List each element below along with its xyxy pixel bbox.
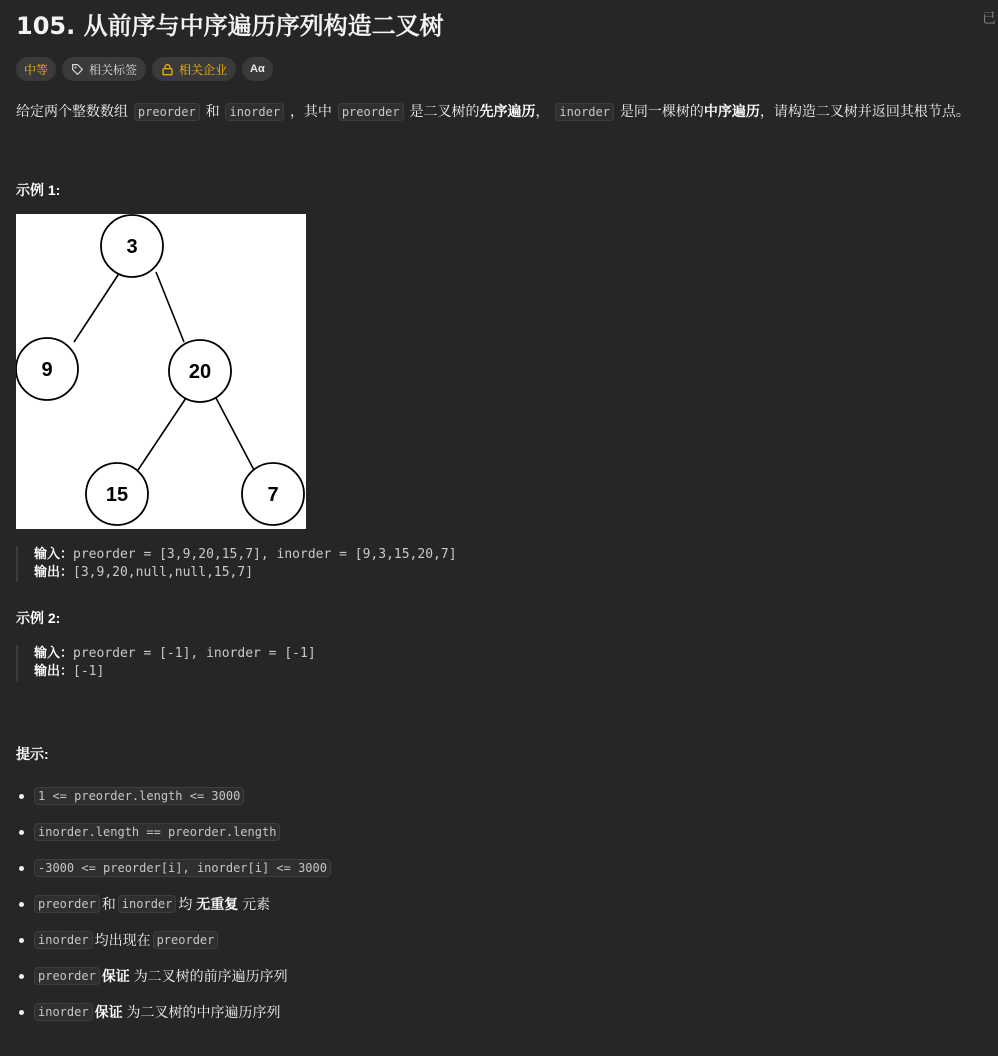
example-1-input-line xyxy=(34,546,457,564)
binary-tree-diagram xyxy=(16,214,306,529)
bold-inorder-traversal: 中序遍历 xyxy=(703,103,760,119)
hint-item xyxy=(16,850,333,886)
tag-row xyxy=(16,57,273,81)
desc-text: 是同一棵树的 xyxy=(619,103,704,119)
code-inorder: inorder xyxy=(555,103,614,121)
hint-code: inorder xyxy=(34,1003,93,1021)
desc-text: 是二叉树的 xyxy=(409,103,480,119)
input-value: preorder = [3,9,20,15,7], inorder = [9,3,15,20,7] xyxy=(73,547,457,562)
input-value: preorder = [-1], inorder = [-1] xyxy=(73,646,316,661)
tree-node-label: 3 xyxy=(126,236,138,258)
related-companies-button[interactable] xyxy=(152,57,236,81)
problem-title[interactable]: 105. 从前序与中序遍历序列构造二叉树 xyxy=(16,12,444,40)
tree-node-label: 7 xyxy=(267,484,279,506)
hint-item xyxy=(16,814,333,850)
example-2-output-line xyxy=(34,663,316,681)
desc-text: ，其中 xyxy=(289,103,332,119)
input-label: 输入： xyxy=(34,646,74,661)
hint-code: -3000 <= preorder[i], inorder[i] <= 3000 xyxy=(34,859,331,877)
hint-code: preorder xyxy=(34,895,100,913)
related-tags-button[interactable] xyxy=(62,57,146,81)
related-companies-label: 相关企业 xyxy=(179,62,228,77)
hint-code: preorder xyxy=(153,931,219,949)
problem-description xyxy=(16,100,994,123)
hint-item xyxy=(16,778,333,814)
desc-text: ，请构造二叉树并返回其根节点。 xyxy=(759,103,970,119)
font-toggle-button[interactable]: Aα xyxy=(242,57,273,81)
example-1-tree-image xyxy=(16,214,306,529)
hint-bold: 保证 xyxy=(94,1004,123,1020)
hint-code: 1 <= preorder.length <= 3000 xyxy=(34,787,244,805)
code-inorder: inorder xyxy=(225,103,284,121)
output-value: [-1] xyxy=(73,664,105,679)
hint-item xyxy=(16,886,333,922)
hint-text: 元素 xyxy=(242,896,271,912)
desc-text: 给定两个整数数组 xyxy=(16,103,128,119)
example-2-input-line xyxy=(34,645,316,663)
hint-bold: 保证 xyxy=(101,968,130,984)
hints-list xyxy=(16,778,333,1030)
output-label: 输出： xyxy=(34,565,74,580)
hint-text: 均 xyxy=(178,896,193,912)
tree-edge xyxy=(74,272,120,342)
example-2-io xyxy=(16,645,316,681)
tree-node-label: 15 xyxy=(105,484,129,506)
tree-edge xyxy=(138,398,186,470)
output-value: [3,9,20,null,null,15,7] xyxy=(73,565,254,580)
example-2-title: 示例 2: xyxy=(16,610,61,626)
difficulty-badge[interactable]: 中等 xyxy=(16,57,56,81)
hint-code: inorder xyxy=(118,895,177,913)
code-preorder: preorder xyxy=(338,103,404,121)
tree-edge xyxy=(216,398,254,470)
hint-bold: 无重复 xyxy=(196,896,239,912)
hint-text: 均出现在 xyxy=(94,932,151,948)
example-1-title: 示例 1: xyxy=(16,182,61,198)
input-label: 输入： xyxy=(34,547,74,562)
code-preorder: preorder xyxy=(134,103,200,121)
hint-code: inorder xyxy=(34,931,93,949)
example-1-output-line xyxy=(34,564,457,582)
solved-status-text: 已 xyxy=(982,10,996,26)
hint-text: 和 xyxy=(101,896,116,912)
tree-edge xyxy=(156,272,184,342)
hint-item xyxy=(16,922,333,958)
tree-node-label: 20 xyxy=(188,361,212,383)
hint-item xyxy=(16,958,333,994)
hint-code: preorder xyxy=(34,967,100,985)
hint-text: 为二叉树的中序遍历序列 xyxy=(126,1004,281,1020)
title-row xyxy=(16,10,998,46)
desc-text: ， xyxy=(535,103,550,119)
hint-code: inorder.length == preorder.length xyxy=(34,823,280,841)
lock-icon xyxy=(161,63,174,76)
hint-text: 为二叉树的前序遍历序列 xyxy=(133,968,288,984)
output-label: 输出： xyxy=(34,664,74,679)
example-1-io xyxy=(16,546,457,582)
bold-preorder-traversal: 先序遍历 xyxy=(479,103,536,119)
tag-icon xyxy=(71,63,84,76)
hints-title: 提示: xyxy=(16,746,49,762)
tree-node-label: 9 xyxy=(41,359,53,381)
desc-text: 和 xyxy=(205,103,220,119)
hint-item xyxy=(16,994,333,1030)
related-tags-label: 相关标签 xyxy=(89,62,138,77)
